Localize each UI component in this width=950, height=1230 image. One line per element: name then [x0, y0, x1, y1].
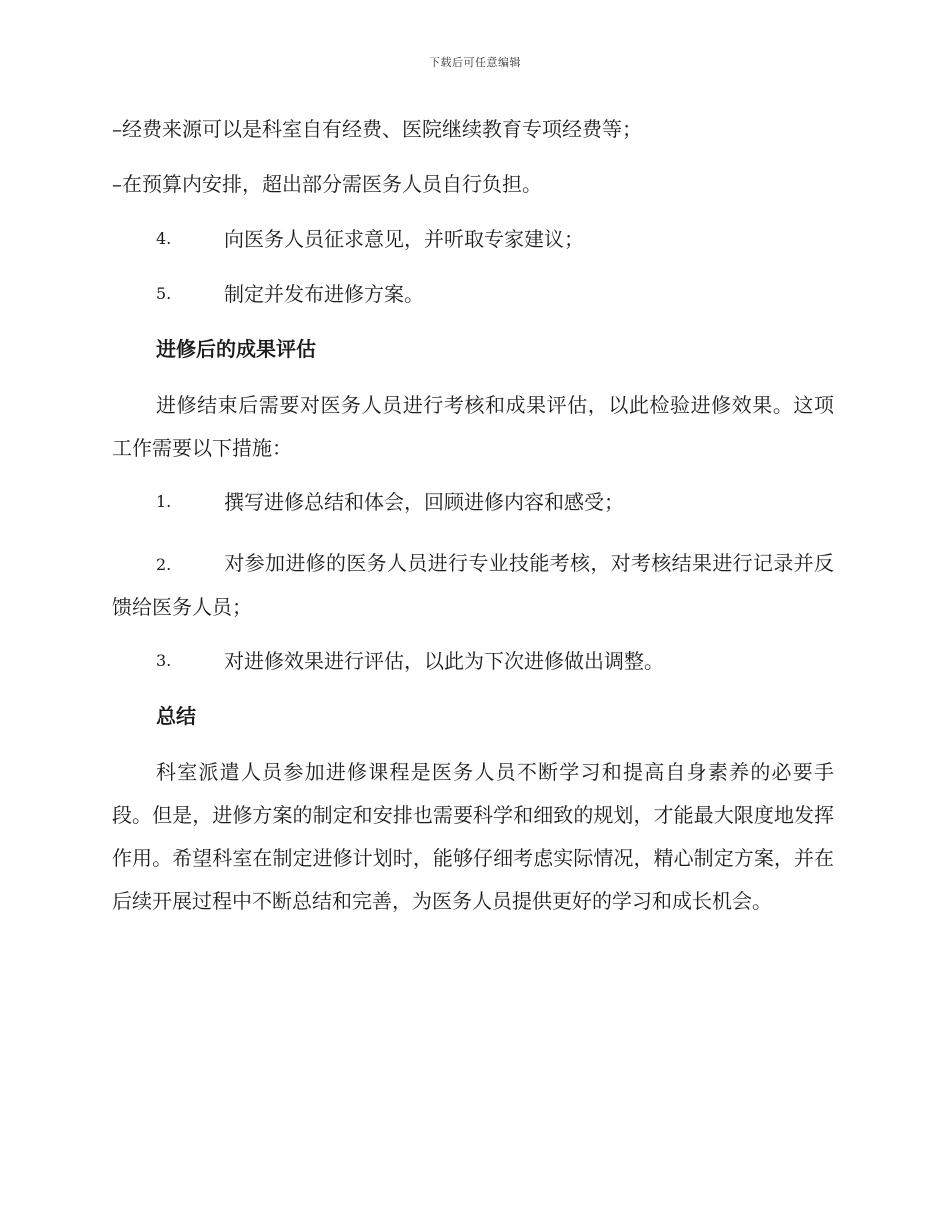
list-text: 对参加进修的医务人员进行专业技能考核，对考核结果进行记录并反馈给医务人员； — [112, 551, 834, 619]
bullet-budget: –在预算内安排，超出部分需医务人员自行负担。 — [112, 172, 542, 196]
list-number: 5. — [156, 284, 172, 303]
list-item-eval-2 — [112, 542, 834, 629]
page-header: 下载后可任意编辑 — [429, 56, 521, 69]
list-item-step-4 — [112, 219, 834, 259]
list-text: 制定并发布进修方案。 — [224, 282, 424, 306]
list-text: 对进修效果进行评估，以此为下次进修做出调整。 — [224, 649, 664, 673]
list-item-eval-1 — [112, 482, 834, 522]
list-number: 4. — [156, 229, 172, 248]
list-item-eval-3 — [112, 641, 834, 681]
document-body — [112, 109, 834, 923]
list-item-step-5 — [112, 274, 834, 314]
evaluation-intro: 进修结束后需要对医务人员进行考核和成果评估，以此检验进修效果。这项工作需要以下措施： — [112, 393, 834, 460]
summary-body: 科室派遣人员参加进修课程是医务人员不断学习和提高自身素养的必要手段。但是，进修方案的制定和安排也需要科学和细致的规划，才能最大限度地发挥作用。希望科室在制定进修计划时，能够仔细考虑实际情况，精心制定方案，并在后续开展过程中不断总结和完善，为医务人员提供更好的学习和成长机会。 — [112, 760, 834, 913]
list-number: 1. — [156, 492, 172, 511]
list-number: 3. — [156, 651, 172, 670]
section-heading-evaluation: 进修后的成果评估 — [156, 337, 316, 361]
section-heading-summary: 总结 — [156, 704, 196, 728]
list-text: 向医务人员征求意见，并听取专家建议； — [224, 227, 584, 251]
bullet-funding-source: –经费来源可以是科室自有经费、医院继续教育专项经费等； — [112, 117, 642, 141]
list-text: 撰写进修总结和体会，回顾进修内容和感受； — [224, 490, 624, 514]
list-number: 2. — [156, 555, 172, 574]
